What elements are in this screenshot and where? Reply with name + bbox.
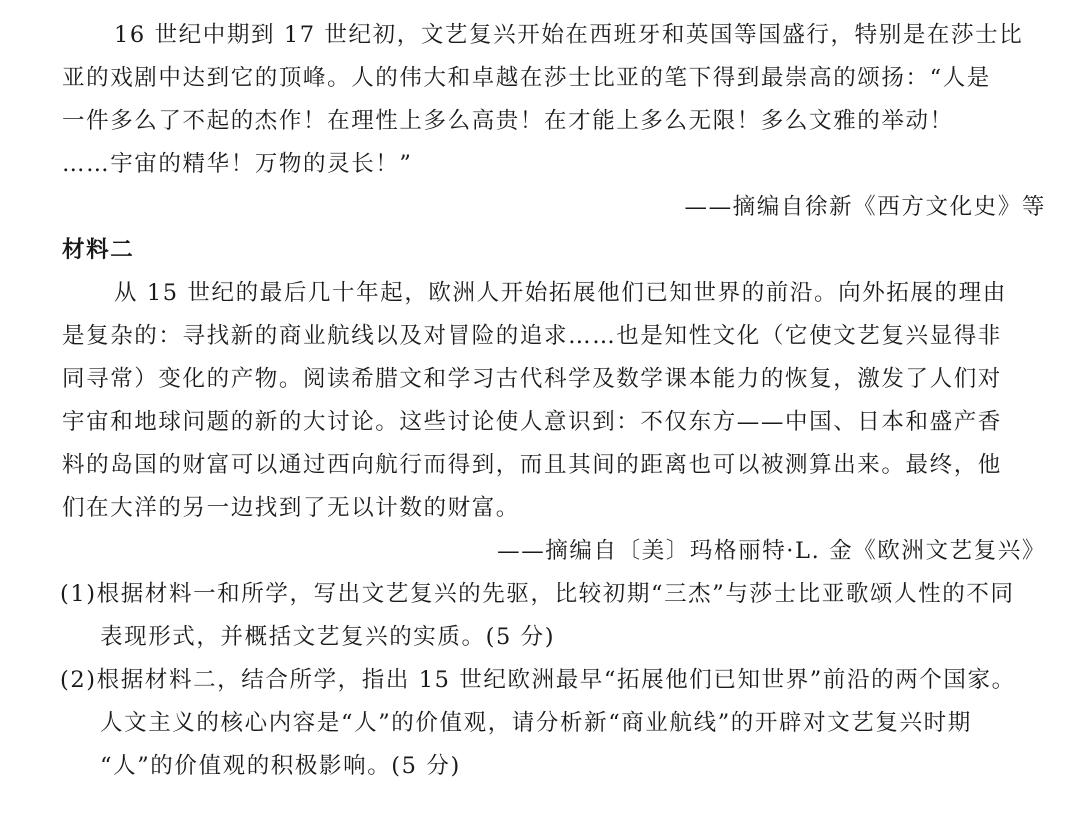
passage-line: 16 世纪中期到 17 世纪初，文艺复兴开始在西班牙和英国等国盛行，特别是在莎士比 [114, 22, 1024, 48]
question-item [62, 573, 1050, 659]
material-two-section [62, 229, 1050, 573]
passage-line: 亚的戏剧中达到它的顶峰。人的伟大和卓越在莎士比亚的笔下得到最崇高的颂扬：“人是 [62, 65, 991, 91]
material-two-citation: ——摘编自〔美〕玛格丽特·L. 金《欧洲文艺复兴》 [497, 538, 1046, 564]
passage-line: 料的岛国的财富可以通过西向航行而得到，而且其间的距离也可以被测算出来。最终，他 [62, 452, 1002, 478]
passage-line: ……宇宙的精华！万物的灵长！” [62, 151, 413, 177]
passage-line: 宇宙和地球问题的新的大讨论。这些讨论使人意识到：不仅东方——中国、日本和盛产香 [62, 409, 1002, 435]
passage-line: 同寻常）变化的产物。阅读希腊文和学习古代科学及数学课本能力的恢复，激发了人们对 [62, 366, 1002, 392]
material-one-passage [62, 14, 1050, 229]
material-two-heading: 材料二 [62, 237, 135, 263]
passage-line: 们在大洋的另一边找到了无以计数的财富。 [62, 495, 520, 521]
question-line: “人”的价值观的积极影响。(5 分) [100, 753, 461, 779]
question-list [62, 573, 1050, 788]
question-line: (1)根据材料一和所学，写出文艺复兴的先驱，比较初期“三杰”与莎士比亚歌颂人性的不同 [60, 581, 1015, 607]
question-line: 人文主义的核心内容是“人”的价值观，请分析新“商业航线”的开辟对文艺复兴时期 [100, 710, 972, 736]
material-one-citation: ——摘编自徐新《西方文化史》等 [684, 194, 1046, 220]
passage-line: 一件多么了不起的杰作！在理性上多么高贵！在才能上多么无限！多么文雅的举动！ [62, 108, 954, 134]
question-line: (2)根据材料二，结合所学，指出 15 世纪欧洲最早“拓展他们已知世界”前沿的两个国家。 [60, 667, 1016, 693]
question-item [62, 659, 1050, 788]
passage-line: 是复杂的：寻找新的商业航线以及对冒险的追求……也是知性文化（它使文艺复兴显得非 [62, 323, 1002, 349]
passage-line: 从 15 世纪的最后几十年起，欧洲人开始拓展他们已知世界的前沿。向外拓展的理由 [114, 280, 1007, 306]
question-line: 表现形式，并概括文艺复兴的实质。(5 分) [100, 624, 556, 650]
